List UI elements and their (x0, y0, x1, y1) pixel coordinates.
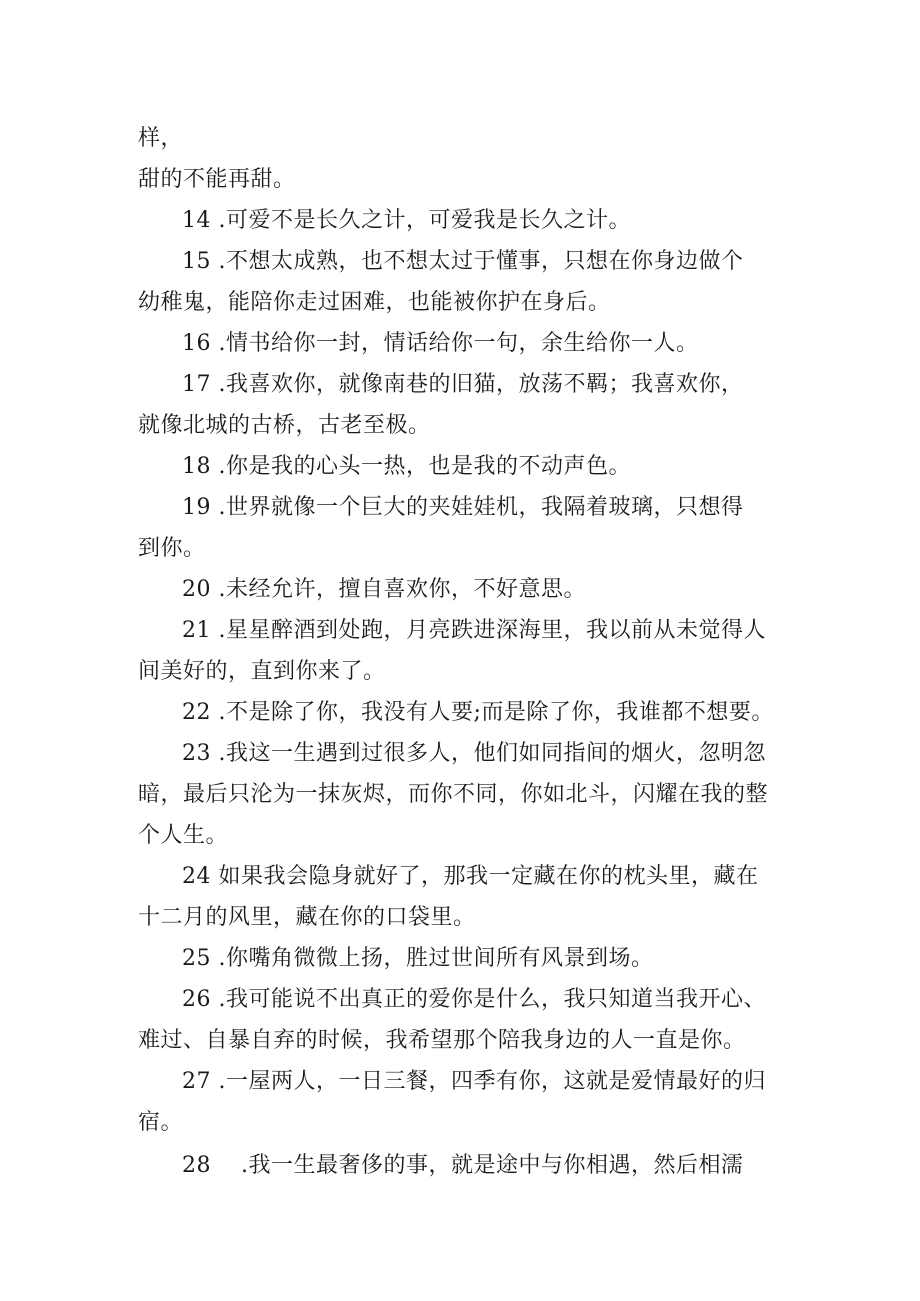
text-line: 个人生。 (138, 823, 229, 848)
text-line: 幼稚鬼，能陪你走过困难，也能被你护在身后。 (138, 290, 611, 315)
text-line: 宿。 (138, 1110, 184, 1135)
text-line: 难过、自暴自弃的时候，我希望那个陪我身边的人一直是你。 (138, 1028, 746, 1053)
text-line: 19 .世界就像一个巨大的夹娃娃机，我隔着玻璃，只想得 (182, 495, 744, 520)
text-line: 22 .不是除了你，我没有人要;而是除了你，我谁都不想要。 (182, 700, 774, 725)
text-line: 15 .不想太成熟，也不想太过于懂事，只想在你身边做个 (182, 249, 744, 274)
text-line: 就像北城的古桥，古老至极。 (138, 413, 431, 438)
text-line: 20 .未经允许，擅自喜欢你，不好意思。 (182, 577, 586, 602)
text-line: 到你。 (138, 536, 206, 561)
text-line: 23 .我这一生遇到过很多人，他们如同指间的烟火，忽明忽 (182, 741, 766, 766)
text-line: 17 .我喜欢你，就像南巷的旧猫，放荡不羁；我喜欢你， (182, 372, 744, 397)
text-line: 暗，最后只沦为一抹灰烬，而你不同，你如北斗，闪耀在我的整 (138, 782, 769, 807)
text-line: 间美好的，直到你来了。 (138, 659, 386, 684)
text-line: 21 .星星醉酒到处跑，月亮跌进深海里，我以前从未觉得人 (182, 618, 766, 643)
text-line: 16 .情书给你一封，情话给你一句，余生给你一人。 (182, 331, 699, 356)
text-line: 25 .你嘴角微微上扬，胜过世间所有风景到场。 (182, 946, 654, 971)
text-line: 甜的不能再甜。 (138, 167, 296, 192)
text-line: 样， (138, 126, 184, 151)
text-line: 24 如果我会隐身就好了，那我一定藏在你的枕头里，藏在 (182, 864, 759, 889)
text-line: 28 .我一生最奢侈的事，就是途中与你相遇，然后相濡 (182, 1153, 744, 1178)
text-line: 27 .一屋两人，一日三餐，四季有你，这就是爱情最好的归 (182, 1069, 766, 1094)
text-line: 14 .可爱不是长久之计，可爱我是长久之计。 (182, 208, 631, 233)
text-line: 18 .你是我的心头一热，也是我的不动声色。 (182, 454, 631, 479)
text-line: 十二月的风里，藏在你的口袋里。 (138, 905, 476, 930)
text-line: 26 .我可能说不出真正的爱你是什么，我只知道当我开心、 (182, 987, 766, 1012)
